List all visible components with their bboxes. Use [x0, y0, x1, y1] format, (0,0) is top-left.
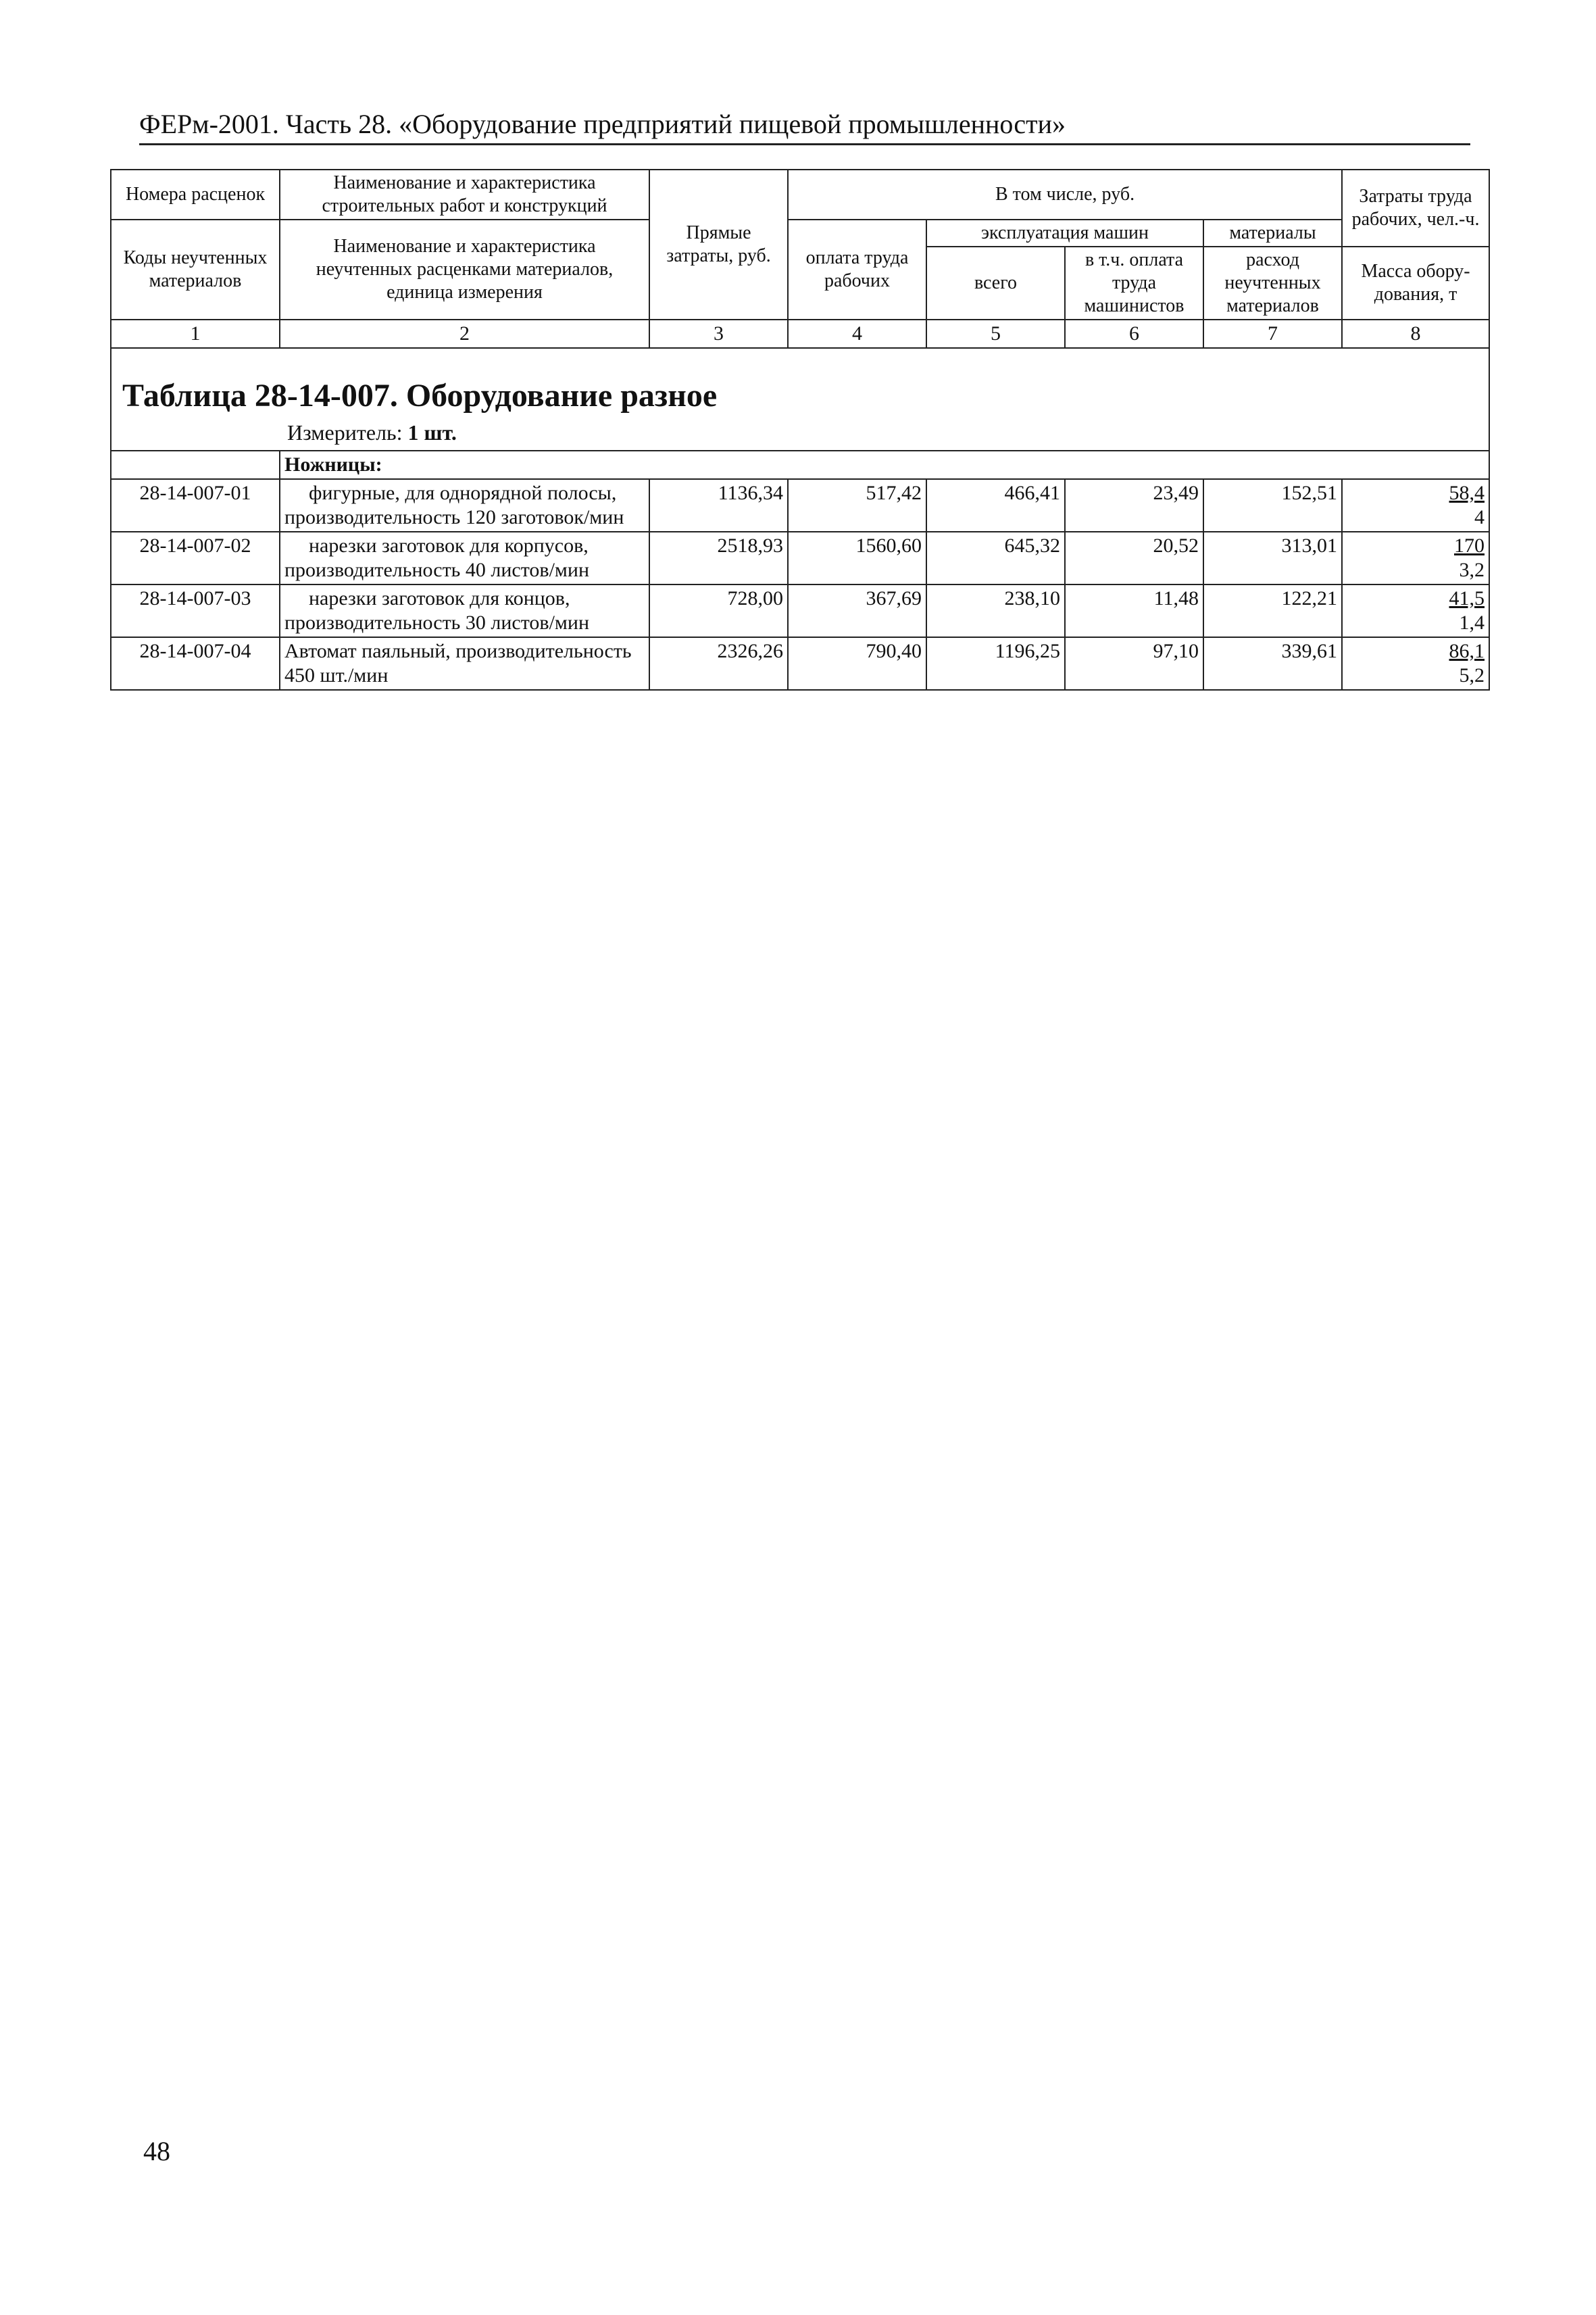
- header-machines-total: всего: [926, 247, 1065, 320]
- page-number: 48: [143, 2136, 170, 2166]
- machines-total: 466,41: [926, 479, 1065, 532]
- direct-costs: 728,00: [649, 584, 788, 637]
- wages: 1560,60: [788, 532, 926, 584]
- header-labor: Затраты труда рабочих, чел.-ч.: [1342, 170, 1489, 247]
- wages: 517,42: [788, 479, 926, 532]
- direct-costs: 2326,26: [649, 637, 788, 690]
- machines-wages: 11,48: [1065, 584, 1203, 637]
- header-direct-costs: Прямые затраты, руб.: [649, 170, 788, 320]
- meter: [111, 419, 1489, 450]
- mass: 3,2: [1459, 559, 1485, 581]
- header-col2-top: Наименование и характеристика строительных работ и конструкций: [280, 170, 649, 220]
- direct-costs: 2518,93: [649, 532, 788, 584]
- header-including: В том числе, руб.: [788, 170, 1342, 220]
- machines-total: 238,10: [926, 584, 1065, 637]
- table-row: [111, 584, 1489, 637]
- col-number: 1: [111, 320, 280, 348]
- col-number: 5: [926, 320, 1065, 348]
- running-header: ФЕРм-2001. Часть 28. «Оборудование предприятий пищевой промышленности»: [139, 108, 1470, 145]
- materials: 152,51: [1203, 479, 1342, 532]
- mass: 1,4: [1459, 612, 1485, 634]
- header-machines-wages: в т.ч. оплата труда машинистов: [1065, 247, 1203, 320]
- header-materials-sub: расход неучтенных материалов: [1203, 247, 1342, 320]
- machines-total: 645,32: [926, 532, 1065, 584]
- materials: 122,21: [1203, 584, 1342, 637]
- machines-wages: 97,10: [1065, 637, 1203, 690]
- labor-mass: [1342, 637, 1489, 690]
- table-row: [111, 479, 1489, 532]
- rates-table: [110, 169, 1490, 691]
- rate-name: нарезки заготовок для корпусов, производительность 40 листов/мин: [280, 532, 649, 584]
- col-number: 4: [788, 320, 926, 348]
- header-machines: эксплуатация машин: [926, 220, 1203, 247]
- header-col2-bottom: Наименование и характеристика неучтенных расценками материалов, единица измерения: [280, 220, 649, 320]
- col-number: 7: [1203, 320, 1342, 348]
- header-materials: материалы: [1203, 220, 1342, 247]
- group-label: Ножницы:: [280, 451, 1489, 479]
- machines-total: 1196,25: [926, 637, 1065, 690]
- labor-mass: [1342, 479, 1489, 532]
- header-wages: оплата труда рабочих: [788, 220, 926, 320]
- col-number: 6: [1065, 320, 1203, 348]
- rate-code: 28-14-007-03: [111, 584, 280, 637]
- rate-code: 28-14-007-02: [111, 532, 280, 584]
- meter-label: Измеритель:: [287, 420, 403, 445]
- col-number: 8: [1342, 320, 1489, 348]
- col-number: 3: [649, 320, 788, 348]
- labor-mass: [1342, 532, 1489, 584]
- labor: 41,5: [1449, 587, 1485, 609]
- rate-name: Автомат паяльный, производительность 450 шт./мин: [280, 637, 649, 690]
- mass: 4: [1474, 506, 1485, 528]
- materials: 313,01: [1203, 532, 1342, 584]
- table-title: Таблица 28-14-007. Оборудование разное: [122, 378, 718, 414]
- labor: 58,4: [1449, 482, 1485, 504]
- machines-wages: 23,49: [1065, 479, 1203, 532]
- wages: 367,69: [788, 584, 926, 637]
- table-row: [111, 637, 1489, 690]
- machines-wages: 20,52: [1065, 532, 1203, 584]
- header-col1-top: Номера расценок: [111, 170, 280, 220]
- materials: 339,61: [1203, 637, 1342, 690]
- mass: 5,2: [1459, 664, 1485, 687]
- meter-value: 1 шт.: [407, 420, 457, 445]
- labor-mass: [1342, 584, 1489, 637]
- table-row: [111, 532, 1489, 584]
- header-mass: Масса обору-дования, т: [1342, 247, 1489, 320]
- rate-name: нарезки заготовок для концов, производительность 30 листов/мин: [280, 584, 649, 637]
- rate-name: фигурные, для однорядной полосы, производительность 120 заготовок/мин: [280, 479, 649, 532]
- labor: 170: [1454, 534, 1485, 557]
- rate-code: 28-14-007-01: [111, 479, 280, 532]
- header-col1-bottom: Коды неучтенных материалов: [111, 220, 280, 320]
- wages: 790,40: [788, 637, 926, 690]
- labor: 86,1: [1449, 640, 1485, 662]
- direct-costs: 1136,34: [649, 479, 788, 532]
- rate-code: 28-14-007-04: [111, 637, 280, 690]
- col-number: 2: [280, 320, 649, 348]
